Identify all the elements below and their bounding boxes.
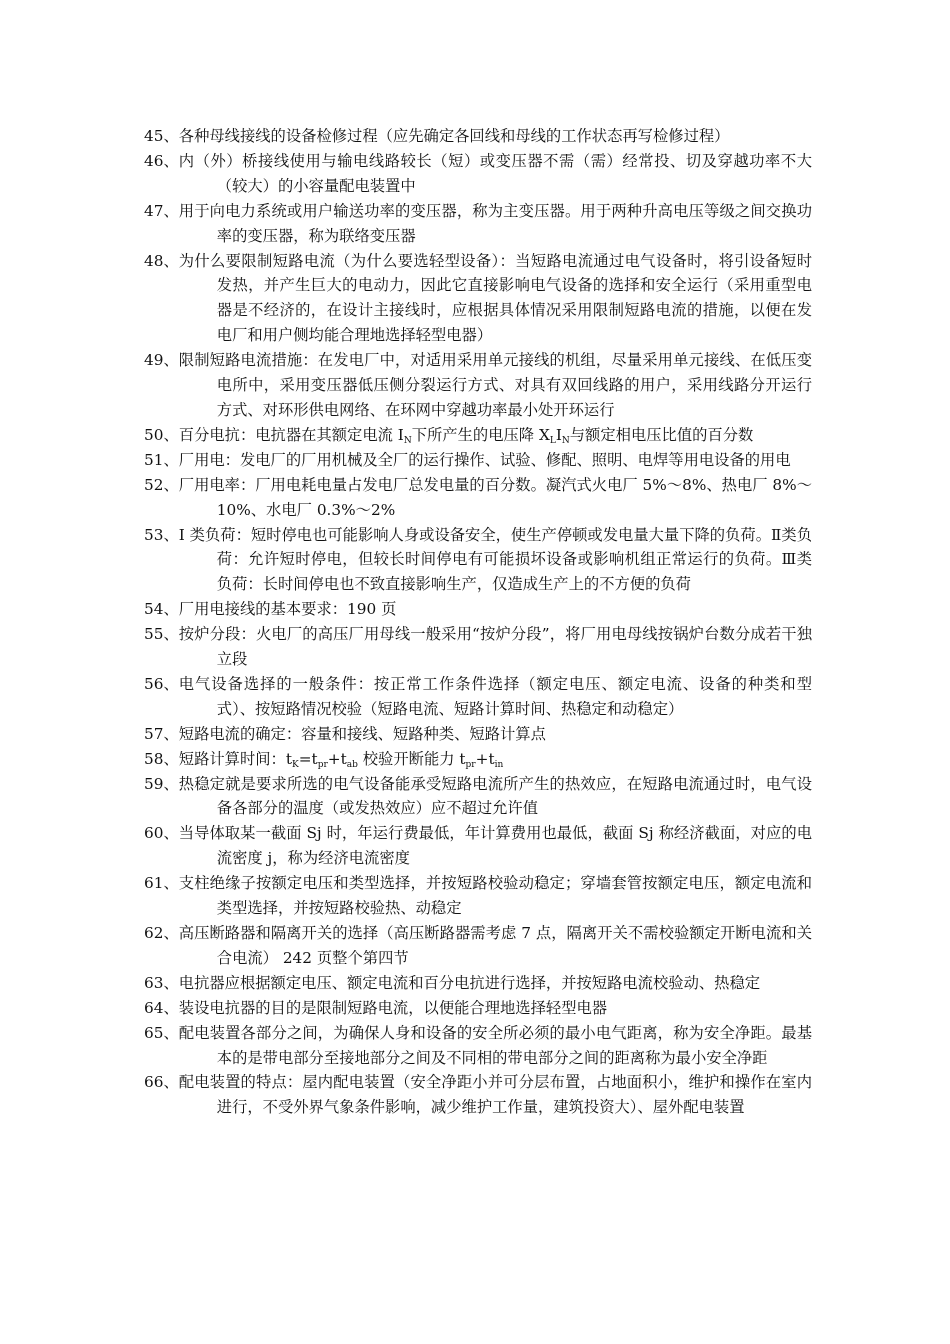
list-item bbox=[144, 622, 812, 672]
list-item bbox=[144, 523, 812, 598]
item-text: 电气设备选择的一般条件：按正常工作条件选择（额定电压、额定电流、设备的种类和型式）、按短路情况校验（短路电流、短路计算时间、热稳定和动稳定） bbox=[178, 674, 812, 718]
item-text: 按炉分段：火电厂的高压厂用母线一般采用“按炉分段”，将厂用电母线按锅炉台数分成若干独立段 bbox=[178, 625, 812, 669]
item-number: 65、 bbox=[144, 1023, 179, 1042]
item-number: 53、 bbox=[144, 525, 179, 544]
item-text: 为什么要限制短路电流（为什么要选轻型设备）：当短路电流通过电气设备时，将引设备短时发热，并产生巨大的电动力，因此它直接影响电气设备的选择和安全运行（采用重型电器是不经济的，在设计主接线时，应根据具体情况采用限制短路电流的措施，以便在发电厂和用户侧均能合理地选择轻型电器） bbox=[178, 251, 812, 345]
list-item bbox=[144, 597, 812, 622]
list-item bbox=[144, 124, 812, 149]
item-text: 各种母线接线的设备检修过程（应先确定各回线和母线的工作状态再写检修过程） bbox=[178, 127, 730, 145]
item-number: 48、 bbox=[144, 251, 179, 270]
subscript: N bbox=[561, 435, 570, 446]
text-run: I bbox=[555, 425, 562, 444]
item-number: 66、 bbox=[144, 1073, 179, 1092]
list-item bbox=[144, 423, 812, 448]
text-run: 与额定相电压比值的百分数 bbox=[569, 425, 754, 444]
item-number: 46、 bbox=[144, 151, 179, 170]
item-text: 用于向电力系统或用户输送功率的变压器，称为主变压器。用于两种升高电压等级之间交换功率的变压器，称为联络变压器 bbox=[178, 201, 812, 245]
subscript: in bbox=[494, 759, 504, 770]
item-text: 短路电流的确定：容量和接线、短路种类、短路计算点 bbox=[178, 724, 546, 743]
item-number: 62、 bbox=[144, 924, 179, 942]
list-item bbox=[144, 348, 812, 423]
item-text bbox=[179, 423, 812, 448]
list-item bbox=[144, 722, 812, 747]
item-number: 61、 bbox=[144, 874, 179, 893]
text-run: 短路计算时间：t bbox=[178, 749, 292, 768]
text-run: 百分电抗：电抗器在其额定电流 I bbox=[178, 425, 404, 444]
item-text: 内（外）桥接线使用与输电线路较长（短）或变压器不需（需）经常投、切及穿越功率不大（较大）的小容量配电装置中 bbox=[178, 151, 812, 195]
item-text: 限制短路电流措施：在发电厂中，对适用采用单元接线的机组，尽量采用单元接线、在低压变电所中，采用变压器低压侧分裂运行方式、对具有双回线路的用户，采用线路分开运行方式、对环形供电网络、在环网中穿越功率最小处开环运行 bbox=[178, 351, 812, 419]
item-text: Ⅰ 类负荷：短时停电也可能影响人身或设备安全，使生产停顿或发电量大量下降的负荷。Ⅱ类负荷：允许短时停电，但较长时间停电有可能损坏设备或影响机组正常运行的负荷。Ⅲ类负荷：长时间停电也不致直接影响生产，仅造成生产上的不方便的负荷 bbox=[178, 525, 812, 594]
item-number: 51、 bbox=[144, 450, 179, 469]
item-text: 当导体取某一截面 Sj 时，年运行费最低，年计算费用也最低，截面 Sj 称经济截面，对应的电流密度 j，称为经济电流密度 bbox=[178, 824, 812, 868]
item-text: 厂用电接线的基本要求：190 页 bbox=[178, 600, 397, 619]
item-number: 47、 bbox=[144, 201, 179, 220]
text-run: 下所产生的电压降 X bbox=[411, 425, 550, 444]
item-text: 支柱绝缘子按额定电压和类型选择，并按短路校验动稳定；穿墙套管按额定电压，额定电流和类型选择，并按短路校验热、动稳定 bbox=[178, 874, 812, 918]
subscript: K bbox=[292, 759, 299, 770]
list-item bbox=[144, 1021, 812, 1071]
item-text: 配电装置各部分之间，为确保人身和设备的安全所必须的最小电气距离，称为安全净距。最基本的是带电部分至接地部分之间及不同相的带电部分之间的距离称为最小安全净距 bbox=[178, 1023, 812, 1067]
list-item bbox=[144, 249, 812, 349]
list-item bbox=[144, 1070, 812, 1120]
item-number: 56、 bbox=[144, 674, 179, 693]
item-text: 高压断路器和隔离开关的选择（高压断路器需考虑 7 点，隔离开关不需校验额定开断电流和关合电流） 242 页整个第四节 bbox=[178, 924, 812, 967]
item-number: 63、 bbox=[144, 973, 179, 992]
list-item bbox=[144, 921, 812, 971]
item-number: 59、 bbox=[144, 774, 179, 793]
item-text bbox=[179, 747, 812, 772]
list-item bbox=[144, 473, 812, 523]
item-text: 厂用电：发电厂的厂用机械及全厂的运行操作、试验、修配、照明、电焊等用电设备的用电 bbox=[178, 450, 791, 469]
item-number: 54、 bbox=[144, 600, 179, 619]
item-text: 电抗器应根据额定电压、额定电流和百分电抗进行选择，并按短路电流校验动、热稳定 bbox=[178, 973, 761, 992]
text-run: +t bbox=[475, 749, 495, 768]
list-item bbox=[144, 747, 812, 772]
list-item bbox=[144, 448, 812, 473]
item-text: 配电装置的特点：屋内配电装置（安全净距小并可分层布置，占地面积小，维护和操作在室内进行，不受外界气象条件影响，减少维护工作量，建筑投资大）、屋外配电装置 bbox=[178, 1073, 812, 1117]
list-item bbox=[144, 971, 812, 996]
subscript: pr bbox=[465, 759, 476, 770]
text-run: +t bbox=[327, 749, 347, 768]
list-item bbox=[144, 996, 812, 1021]
item-number: 49、 bbox=[144, 351, 179, 370]
list-item bbox=[144, 672, 812, 722]
item-number: 57、 bbox=[144, 724, 179, 743]
item-number: 52、 bbox=[144, 475, 179, 494]
item-text: 热稳定就是要求所选的电气设备能承受短路电流所产生的热效应，在短路电流通过时，电气设备各部分的温度（或发热效应）应不超过允许值 bbox=[178, 774, 812, 818]
item-text: 厂用电率：厂用电耗电量占发电厂总发电量的百分数。凝汽式火电厂 5%～8%、热电厂 8%～10%、水电厂 0.3%～2% bbox=[178, 475, 812, 519]
item-number: 64、 bbox=[144, 998, 179, 1017]
text-run: =t bbox=[298, 749, 318, 768]
item-number: 45、 bbox=[144, 127, 179, 145]
subscript: N bbox=[403, 435, 412, 446]
list-item bbox=[144, 821, 812, 871]
list-item bbox=[144, 199, 812, 249]
item-number: 60、 bbox=[144, 824, 179, 843]
subscript: ab bbox=[346, 759, 358, 770]
item-number: 58、 bbox=[144, 749, 179, 768]
item-number: 55、 bbox=[144, 625, 179, 644]
subscript: pr bbox=[317, 759, 328, 770]
subscript: L bbox=[549, 435, 556, 446]
numbered-list bbox=[144, 124, 812, 1120]
list-item bbox=[144, 871, 812, 921]
item-number: 50、 bbox=[144, 425, 179, 444]
item-text: 装设电抗器的目的是限制短路电流，以便能合理地选择轻型电器 bbox=[178, 998, 608, 1017]
text-run: 校验开断能力 t bbox=[357, 749, 466, 768]
list-item bbox=[144, 149, 812, 199]
list-item bbox=[144, 772, 812, 822]
